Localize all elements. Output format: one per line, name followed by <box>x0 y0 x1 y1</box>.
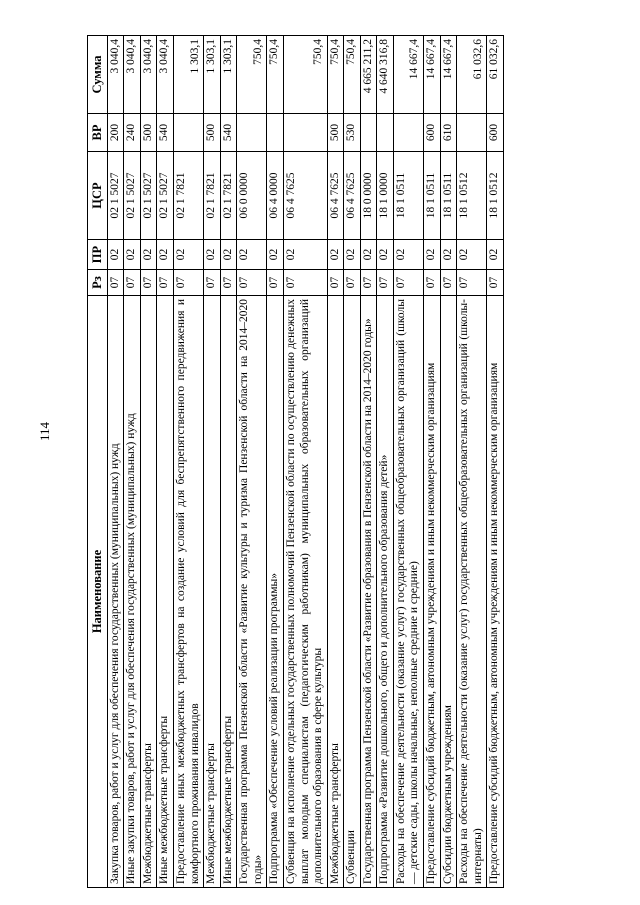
row-pr-cell: 02 <box>283 240 327 270</box>
header-pr: ПР <box>88 240 108 270</box>
row-csr-cell: 18 1 0511 <box>424 152 441 240</box>
row-vr-cell <box>174 114 204 152</box>
row-sum-cell: 3 040,4 <box>107 36 124 114</box>
budget-table <box>87 35 504 888</box>
row-csr-cell: 18 1 0511 <box>393 152 423 240</box>
table-row <box>204 36 221 888</box>
row-name-cell: Предоставление субсидий бюджетным, автономным учреждениям и иным некоммерческим организациям <box>487 296 504 888</box>
row-pr-cell: 02 <box>457 240 487 270</box>
row-sum-cell: 14 667,4 <box>440 36 457 114</box>
row-sum-cell: 3 040,4 <box>157 36 174 114</box>
row-rz-cell: 07 <box>327 270 344 296</box>
row-sum-cell: 750,4 <box>327 36 344 114</box>
row-rz-cell: 07 <box>237 270 267 296</box>
row-pr-cell: 02 <box>377 240 394 270</box>
table-row <box>237 36 267 888</box>
row-vr-cell <box>283 114 327 152</box>
row-sum-cell: 750,4 <box>267 36 284 114</box>
row-name-cell: Подпрограмма «Обеспечение условий реализации программы» <box>267 296 284 888</box>
row-sum-cell: 1 303,1 <box>174 36 204 114</box>
row-sum-cell: 61 032,6 <box>487 36 504 114</box>
row-sum-cell: 1 303,1 <box>220 36 237 114</box>
table-row <box>174 36 204 888</box>
row-rz-cell: 07 <box>440 270 457 296</box>
row-csr-cell: 18 0 0000 <box>360 152 377 240</box>
table-row <box>283 36 327 888</box>
row-name-cell: Субвенции <box>344 296 361 888</box>
row-name-cell: Межбюджетные трансферты <box>204 296 221 888</box>
row-pr-cell: 02 <box>267 240 284 270</box>
row-vr-cell: 540 <box>220 114 237 152</box>
row-sum-cell: 750,4 <box>237 36 267 114</box>
row-rz-cell: 07 <box>204 270 221 296</box>
row-csr-cell: 02 1 7821 <box>174 152 204 240</box>
row-sum-cell: 3 040,4 <box>140 36 157 114</box>
row-vr-cell <box>377 114 394 152</box>
row-csr-cell: 02 1 5027 <box>124 152 141 240</box>
table-row <box>140 36 157 888</box>
header-rz: Рз <box>88 270 108 296</box>
row-vr-cell: 240 <box>124 114 141 152</box>
row-name-cell: Закупка товаров, работ и услуг для обеспечения государственных (муниципальных) нужд <box>107 296 124 888</box>
row-sum-cell: 3 040,4 <box>124 36 141 114</box>
row-rz-cell: 07 <box>487 270 504 296</box>
row-pr-cell: 02 <box>204 240 221 270</box>
row-name-cell: Расходы на обеспечение деятельности (оказание услуг) государственных общеобразовательных организаций (школы-интернаты) <box>457 296 487 888</box>
row-rz-cell: 07 <box>283 270 327 296</box>
header-name: Наименование <box>88 296 108 888</box>
row-vr-cell: 530 <box>344 114 361 152</box>
row-name-cell: Субсидии бюджетным учреждениям <box>440 296 457 888</box>
row-pr-cell: 02 <box>327 240 344 270</box>
table-body <box>107 36 503 888</box>
row-csr-cell: 18 1 0000 <box>377 152 394 240</box>
row-vr-cell: 540 <box>157 114 174 152</box>
row-rz-cell: 07 <box>344 270 361 296</box>
row-csr-cell: 06 4 7625 <box>283 152 327 240</box>
row-vr-cell: 610 <box>440 114 457 152</box>
row-pr-cell: 02 <box>124 240 141 270</box>
row-csr-cell: 02 1 7821 <box>220 152 237 240</box>
header-csr: ЦСР <box>88 152 108 240</box>
row-vr-cell <box>237 114 267 152</box>
row-rz-cell: 07 <box>140 270 157 296</box>
row-rz-cell: 07 <box>174 270 204 296</box>
row-rz-cell: 07 <box>360 270 377 296</box>
table-row <box>457 36 487 888</box>
row-sum-cell: 1 303,1 <box>204 36 221 114</box>
row-rz-cell: 07 <box>220 270 237 296</box>
table-header-row <box>88 36 108 888</box>
row-csr-cell: 02 1 5027 <box>107 152 124 240</box>
row-pr-cell: 02 <box>424 240 441 270</box>
row-name-cell: Предоставление субсидий бюджетным, автономным учреждениям и иным некоммерческим организациям <box>424 296 441 888</box>
table-row <box>344 36 361 888</box>
row-rz-cell: 07 <box>393 270 423 296</box>
row-pr-cell: 02 <box>237 240 267 270</box>
row-name-cell: Межбюджетные трансферты <box>140 296 157 888</box>
row-pr-cell: 02 <box>487 240 504 270</box>
row-csr-cell: 02 1 5027 <box>140 152 157 240</box>
row-vr-cell: 500 <box>204 114 221 152</box>
row-name-cell: Межбюджетные трансферты <box>327 296 344 888</box>
table-row <box>424 36 441 888</box>
table-row <box>440 36 457 888</box>
table-row <box>220 36 237 888</box>
row-name-cell: Государственная программа Пензенской области «Развитие культуры и туризма Пензенской области на 2014–2020 годы» <box>237 296 267 888</box>
row-sum-cell: 14 667,4 <box>424 36 441 114</box>
row-pr-cell: 02 <box>140 240 157 270</box>
rotated-page-content <box>87 36 622 888</box>
row-pr-cell: 02 <box>344 240 361 270</box>
row-vr-cell: 600 <box>424 114 441 152</box>
row-csr-cell: 06 4 7625 <box>344 152 361 240</box>
table-row <box>393 36 423 888</box>
row-csr-cell: 18 1 0512 <box>457 152 487 240</box>
row-rz-cell: 07 <box>424 270 441 296</box>
row-sum-cell: 61 032,6 <box>457 36 487 114</box>
table-row <box>360 36 377 888</box>
row-rz-cell: 07 <box>124 270 141 296</box>
row-name-cell: Субвенция на исполнение отдельных государственных полномочий Пензенской области по осуществлению денежных выплат молодым специалистам (педагогическим работникам) муниципальных образовательных организаций дополнительного образования в сфере культуры <box>283 296 327 888</box>
row-pr-cell: 02 <box>174 240 204 270</box>
row-csr-cell: 18 1 0511 <box>440 152 457 240</box>
row-vr-cell <box>457 114 487 152</box>
row-csr-cell: 18 1 0512 <box>487 152 504 240</box>
table-row <box>487 36 504 888</box>
row-rz-cell: 07 <box>377 270 394 296</box>
row-rz-cell: 07 <box>107 270 124 296</box>
row-name-cell: Расходы на обеспечение деятельности (оказание услуг) государственных общеобразовательных организаций (школы — детские сады, школы начальные, неполные средние и средние) <box>393 296 423 888</box>
row-name-cell: Иные межбюджетные трансферты <box>157 296 174 888</box>
table-row <box>107 36 124 888</box>
row-csr-cell: 02 1 7821 <box>204 152 221 240</box>
row-rz-cell: 07 <box>457 270 487 296</box>
row-pr-cell: 02 <box>157 240 174 270</box>
row-csr-cell: 06 0 0000 <box>237 152 267 240</box>
row-pr-cell: 02 <box>393 240 423 270</box>
row-name-cell: Предоставление иных межбюджетных трансфертов на создание условий для беспрепятственного передвижения и комфортного проживания инвалидов <box>174 296 204 888</box>
row-rz-cell: 07 <box>157 270 174 296</box>
row-sum-cell: 750,4 <box>283 36 327 114</box>
row-name-cell: Подпрограмма «Развитие дошкольного, общего и дополнительного образования детей» <box>377 296 394 888</box>
row-name-cell: Иные межбюджетные трансферты <box>220 296 237 888</box>
row-pr-cell: 02 <box>107 240 124 270</box>
header-vr: ВР <box>88 114 108 152</box>
row-vr-cell: 500 <box>327 114 344 152</box>
row-vr-cell <box>360 114 377 152</box>
row-csr-cell: 06 4 7625 <box>327 152 344 240</box>
row-pr-cell: 02 <box>220 240 237 270</box>
row-vr-cell: 200 <box>107 114 124 152</box>
row-vr-cell: 500 <box>140 114 157 152</box>
table-row <box>124 36 141 888</box>
table-row <box>267 36 284 888</box>
row-sum-cell: 4 640 316,8 <box>377 36 394 114</box>
row-csr-cell: 06 4 0000 <box>267 152 284 240</box>
row-vr-cell: 600 <box>487 114 504 152</box>
table-row <box>327 36 344 888</box>
row-name-cell: Иные закупки товаров, работ и услуг для обеспечения государственных (муниципальных) нужд <box>124 296 141 888</box>
row-name-cell: Государственная программа Пензенской области «Развитие образования в Пензенской области на 2014–2020 годы» <box>360 296 377 888</box>
row-sum-cell: 4 665 211,2 <box>360 36 377 114</box>
page-number: 114 <box>37 421 52 441</box>
header-sum: Сумма <box>88 36 108 114</box>
row-pr-cell: 02 <box>440 240 457 270</box>
row-vr-cell <box>267 114 284 152</box>
row-vr-cell <box>393 114 423 152</box>
row-csr-cell: 02 1 5027 <box>157 152 174 240</box>
row-sum-cell: 750,4 <box>344 36 361 114</box>
row-pr-cell: 02 <box>360 240 377 270</box>
table-row <box>377 36 394 888</box>
row-rz-cell: 07 <box>267 270 284 296</box>
table-row <box>157 36 174 888</box>
row-sum-cell: 14 667,4 <box>393 36 423 114</box>
